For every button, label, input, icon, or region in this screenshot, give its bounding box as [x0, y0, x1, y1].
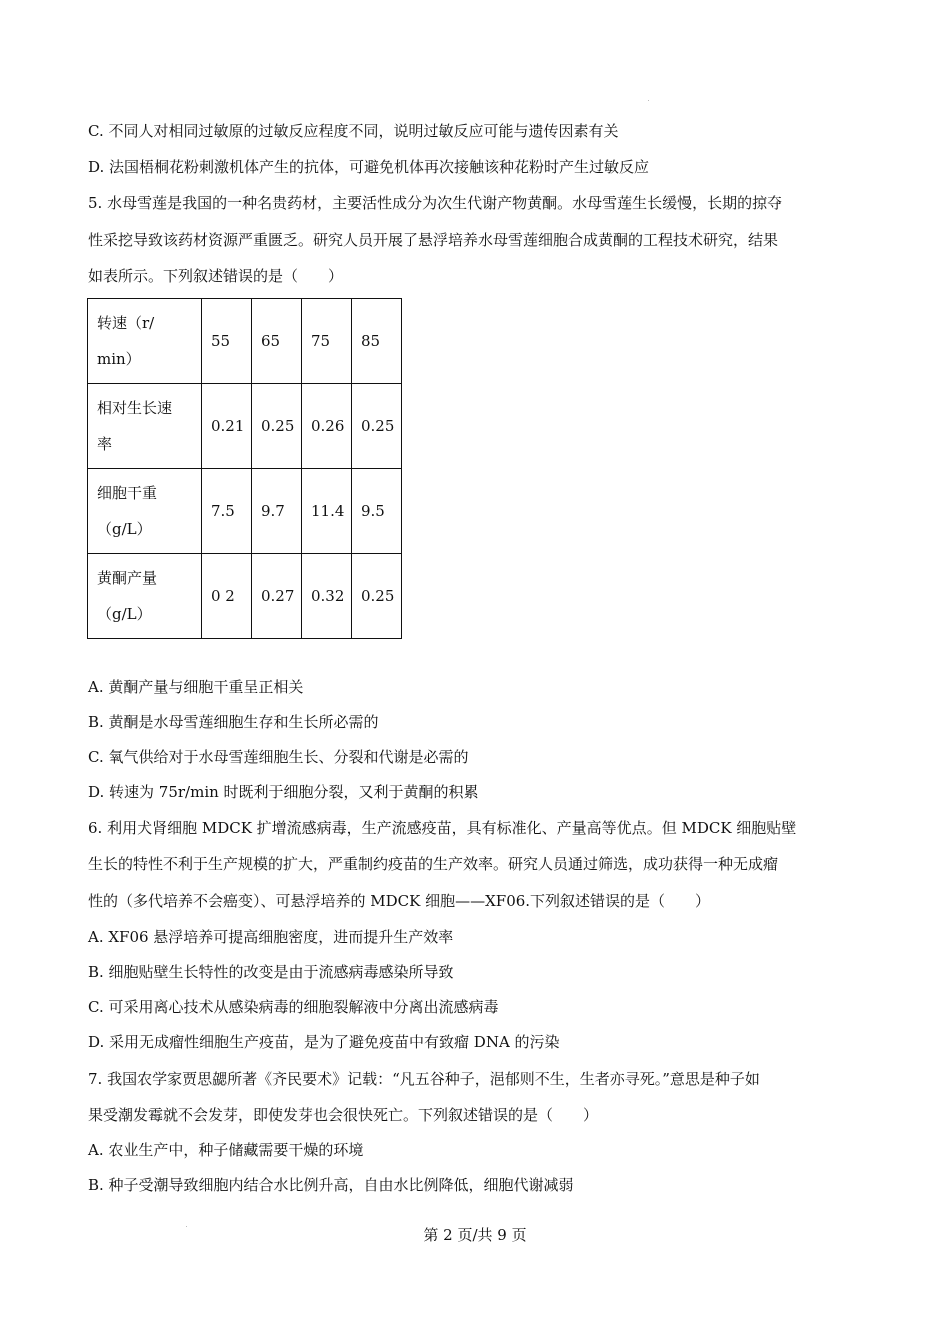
table-cell: 85: [352, 299, 402, 384]
option-4d: D. 法国梧桐花粉刺激机体产生的抗体，可避免机体再次接触该种花粉时产生过敏反应: [88, 158, 650, 176]
table-cell: 0 2: [202, 554, 252, 639]
question-5-line-2: 性采挖导致该药材资源严重匮乏。研究人员开展了悬浮培养水母雪莲细胞合成黄酮的工程技术研究，结果: [88, 231, 779, 249]
question-6-line-2: 生长的特性不利于生产规模的扩大，严重制约疫苗的生产效率。研究人员通过筛选，成功获得一种无成瘤: [88, 855, 779, 873]
option-6a: A. XF06 悬浮培养可提高细胞密度，进而提升生产效率: [88, 928, 454, 946]
question-7-line-1: 7. 我国农学家贾思勰所著《齐民要术》记载：“凡五谷种子，浥郁则不生，生者亦寻死。”意思是种子如: [88, 1070, 760, 1088]
row-label: 相对生长速 率: [88, 384, 202, 469]
table-cell: 9.5: [352, 469, 402, 554]
option-5d: D. 转速为 75r/min 时既利于细胞分裂，又利于黄酮的积累: [88, 783, 479, 801]
option-5c: C. 氧气供给对于水母雪莲细胞生长、分裂和代谢是必需的: [88, 748, 469, 766]
option-7b: B. 种子受潮导致细胞内结合水比例升高，自由水比例降低，细胞代谢减弱: [88, 1176, 574, 1194]
question-5-line-1: 5. 水母雪莲是我国的一种名贵药材，主要活性成分为次生代谢产物黄酮。水母雪莲生长缓慢，长期的掠夺: [88, 194, 783, 212]
table-cell: 0.27: [252, 554, 302, 639]
table-row: [88, 469, 402, 554]
table-cell: 0.21: [202, 384, 252, 469]
question-7-line-2: 果受潮发霉就不会发芽，即使发芽也会很快死亡。下列叙述错误的是（ ）: [88, 1106, 599, 1124]
row-label: 黄酮产量 （g/L）: [88, 554, 202, 639]
question-6-line-1: 6. 利用犬肾细胞 MDCK 扩增流感病毒，生产流感疫苗，具有标准化、产量高等优点。但 MDCK 细胞贴壁: [88, 819, 797, 837]
table-cell: 9.7: [252, 469, 302, 554]
table-cell: 0.25: [352, 384, 402, 469]
page-speck: [648, 100, 649, 101]
row-label: 细胞干重 （g/L）: [88, 469, 202, 554]
option-4c: C. 不同人对相同过敏原的过敏反应程度不同，说明过敏反应可能与遗传因素有关: [88, 122, 619, 140]
question-5-line-3: 如表所示。下列叙述错误的是（ ）: [88, 267, 344, 285]
table-cell: 55: [202, 299, 252, 384]
option-5b: B. 黄酮是水母雪莲细胞生存和生长所必需的: [88, 713, 379, 731]
option-6b: B. 细胞贴壁生长特性的改变是由于流感病毒感染所导致: [88, 963, 454, 981]
page-footer: 第 2 页/共 9 页: [423, 1226, 527, 1244]
table-cell: 75: [302, 299, 352, 384]
option-5a: A. 黄酮产量与细胞干重呈正相关: [88, 678, 304, 696]
data-table: [87, 298, 402, 639]
table-cell: 7.5: [202, 469, 252, 554]
table-cell: 0.25: [352, 554, 402, 639]
table-cell: 0.25: [252, 384, 302, 469]
option-6d: D. 采用无成瘤性细胞生产疫苗，是为了避免疫苗中有致瘤 DNA 的污染: [88, 1033, 560, 1051]
table-cell: 11.4: [302, 469, 352, 554]
table-row: [88, 384, 402, 469]
table-cell: 0.32: [302, 554, 352, 639]
option-7a: A. 农业生产中，种子储藏需要干燥的环境: [88, 1141, 364, 1159]
table-cell: 0.26: [302, 384, 352, 469]
option-6c: C. 可采用离心技术从感染病毒的细胞裂解液中分离出流感病毒: [88, 998, 499, 1016]
table-row: [88, 299, 402, 384]
row-label: 转速（r/ min）: [88, 299, 202, 384]
table-row: [88, 554, 402, 639]
question-6-line-3: 性的（多代培养不会癌变）、可悬浮培养的 MDCK 细胞——XF06.下列叙述错误的是（ ）: [88, 892, 711, 910]
table-cell: 65: [252, 299, 302, 384]
